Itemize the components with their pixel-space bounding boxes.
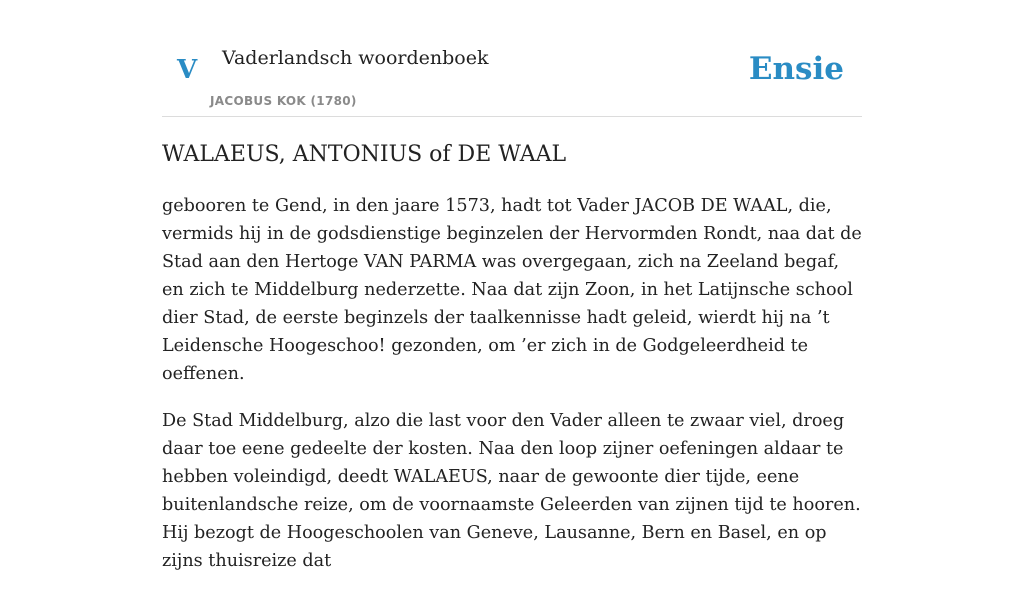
book-letter-link[interactable]: V	[177, 55, 198, 85]
book-header	[162, 0, 862, 117]
book-author: JACOBUS KOK (1780)	[210, 94, 357, 108]
entry-body	[162, 192, 866, 594]
ensie-logo-link[interactable]: Ensie	[748, 51, 844, 87]
entry-paragraph: gebooren te Gend, in den jaare 1573, hadt tot Vader JACOB DE WAAL, die, vermids hij in de godsdienstige beginzelen der Hervormden Rondt, naa dat de Stad aan den Hertoge VAN PARMA was overgegaan, zich na Zeeland begaf, en zich te Middelburg nederzette. Naa dat zijn Zoon, in het Latijnsche school dier Stad, de eerste beginzels der taalkennisse hadt geleid, wierdt hij na ’t Leidensche Hoogeschoo! gezonden, om ’er zich in de Godgeleerdheid te oeffenen.	[162, 196, 862, 384]
entry-paragraph: De Stad Middelburg, alzo die last voor den Vader alleen te zwaar viel, droeg daar toe eene gedeelte der kosten. Naa den loop zijner oefeningen aldaar te hebben voleindigd, deedt WALAEUS, naar de gewoonte dier tijde, eene buitenlandsche reize, om de voornaamste Geleerden van zijnen tijd te hooren. Hij bezogt de Hoogeschoolen van Geneve, Lausanne, Bern en Basel, en op zijns thuisreize dat	[162, 411, 861, 571]
book-title-link[interactable]: Vaderlandsch woordenboek	[222, 47, 489, 69]
entry-title: WALAEUS, ANTONIUS of DE WAAL	[162, 142, 567, 167]
